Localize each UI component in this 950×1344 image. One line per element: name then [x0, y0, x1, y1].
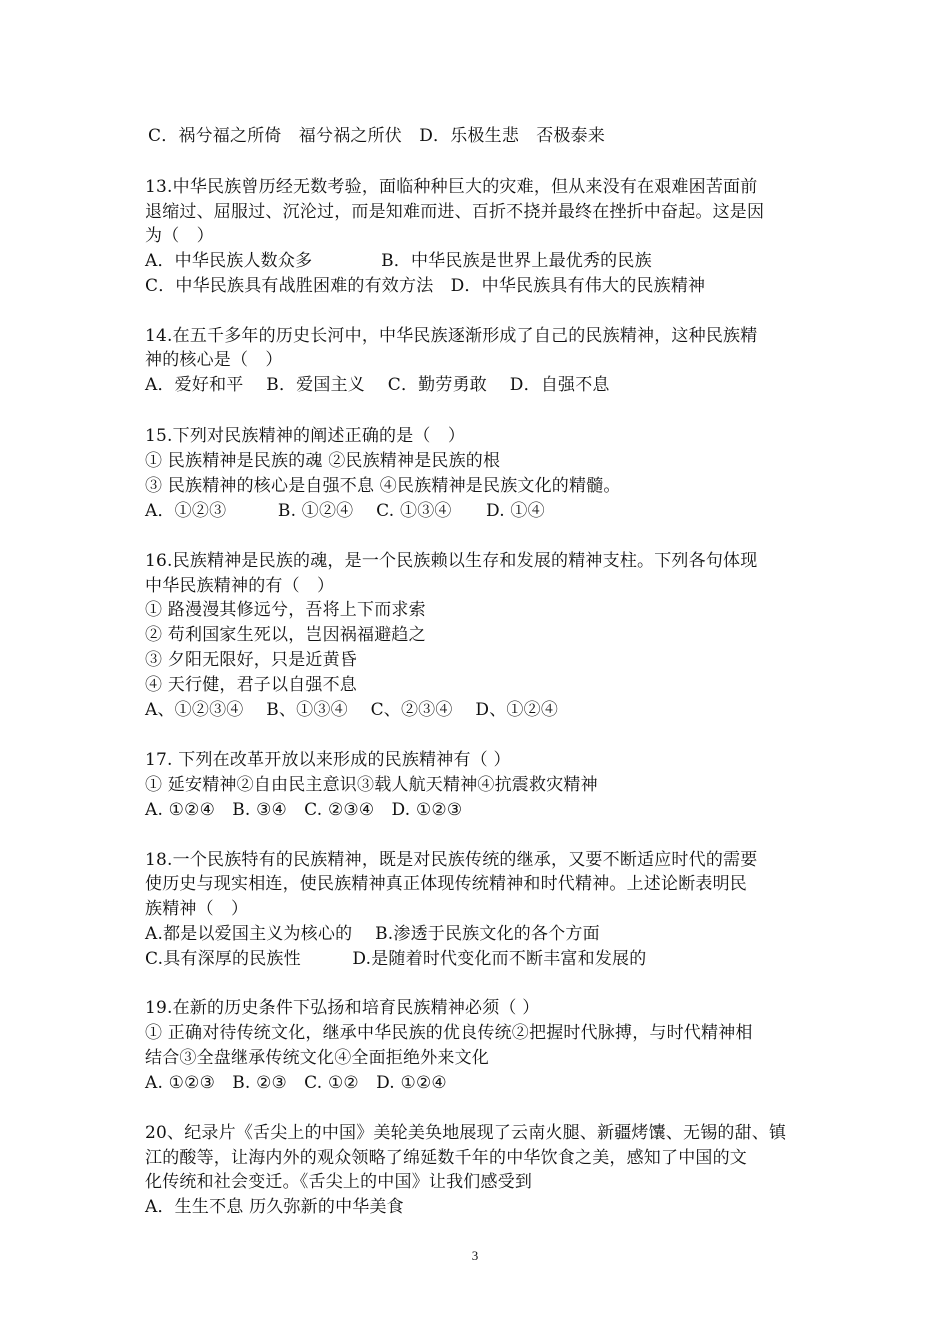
- q12-options-cd: C．祸兮福之所倚 福兮祸之所伏 D．乐极生悲 否极泰来: [148, 126, 606, 146]
- q20-stem-line-1: 20、纪录片《舌尖上的中国》美轮美奂地展现了云南火腿、新疆烤馕、无锡的甜、镇: [145, 1123, 787, 1143]
- q16-item-2: ② 苟利国家生死以，岂因祸福避趋之: [145, 625, 426, 645]
- q16-stem-line-1: 16.民族精神是民族的魂，是一个民族赖以生存和发展的精神支柱。下列各句体现: [145, 551, 758, 571]
- q16-item-4: ④ 天行健，君子以自强不息: [145, 675, 358, 695]
- q13-stem-line-3: 为（ ）: [145, 226, 214, 246]
- q15-item-line-1: ① 民族精神是民族的魂 ②民族精神是民族的根: [145, 451, 501, 471]
- q13-stem-line-2: 退缩过、屈服过、沉沦过，而是知难而进、百折不挠并最终在挫折中奋起。这是因: [145, 202, 765, 222]
- q13-options-cd: C．中华民族具有战胜困难的有效方法 D．中华民族具有伟大的民族精神: [145, 276, 706, 296]
- q14-stem-line-2: 神的核心是（ ）: [145, 350, 283, 370]
- page-number: 3: [471, 1248, 479, 1263]
- q16-stem-line-2: 中华民族精神的有（ ）: [145, 576, 335, 596]
- q16-item-3: ③ 夕阳无限好，只是近黄昏: [145, 650, 358, 670]
- q19-stem: 19.在新的历史条件下弘扬和培育民族精神必须（ ）: [145, 998, 540, 1018]
- q19-options: A. ①②③ B. ②③ C. ①② D. ①②④: [145, 1073, 447, 1093]
- q15-stem: 15.下列对民族精神的阐述正确的是（ ）: [145, 426, 466, 446]
- q16-options: A、①②③④ B、①③④ C、②③④ D、①②④: [145, 700, 559, 720]
- q18-stem-line-2: 使历史与现实相连，使民族精神真正体现传统精神和时代精神。上述论断表明民: [145, 874, 747, 894]
- q20-stem-line-2: 江的酸等，让海内外的观众领略了绵延数千年的中华饮食之美，感知了中国的文: [145, 1148, 747, 1168]
- q20-stem-line-3: 化传统和社会变迁。《舌尖上的中国》让我们感受到: [145, 1172, 533, 1192]
- q18-options-ab: A.都是以爱国主义为核心的 B.渗透于民族文化的各个方面: [145, 924, 600, 944]
- q17-stem: 17. 下列在改革开放以来形成的民族精神有（ ）: [145, 750, 511, 770]
- q13-options-ab: A．中华民族人数众多 B．中华民族是世界上最优秀的民族: [145, 251, 652, 271]
- q14-stem-line-1: 14.在五千多年的历史长河中，中华民族逐渐形成了自己的民族精神，这种民族精: [145, 326, 758, 346]
- q19-item-line-1: ① 正确对待传统文化，继承中华民族的优良传统②把握时代脉搏，与时代精神相: [145, 1023, 753, 1043]
- q14-options: A．爱好和平 B．爱国主义 C．勤劳勇敢 D．自强不息: [145, 375, 610, 395]
- q16-item-1: ① 路漫漫其修远兮，吾将上下而求索: [145, 600, 426, 620]
- q15-options: A．①②③ B. ①②④ C. ①③④ D. ①④: [145, 501, 545, 521]
- q20-option-a: A．生生不息 历久弥新的中华美食: [145, 1197, 404, 1217]
- q19-item-line-2: 结合③全盘继承传统文化④全面拒绝外来文化: [145, 1048, 489, 1068]
- q13-stem-line-1: 13.中华民族曾历经无数考验，面临种种巨大的灾难，但从来没有在艰难困苦面前: [145, 177, 758, 197]
- q18-stem-line-3: 族精神（ ）: [145, 899, 249, 919]
- q17-options: A. ①②④ B. ③④ C. ②③④ D. ①②③: [145, 800, 463, 820]
- q15-item-line-2: ③ 民族精神的核心是自强不息 ④民族精神是民族文化的精髓。: [145, 476, 621, 496]
- q18-stem-line-1: 18.一个民族特有的民族精神，既是对民族传统的继承，又要不断适应时代的需要: [145, 850, 758, 870]
- q17-items: ① 延安精神②自由民主意识③载人航天精神④抗震救灾精神: [145, 775, 598, 795]
- q18-options-cd: C.具有深厚的民族性 D.是随着时代变化而不断丰富和发展的: [145, 949, 647, 969]
